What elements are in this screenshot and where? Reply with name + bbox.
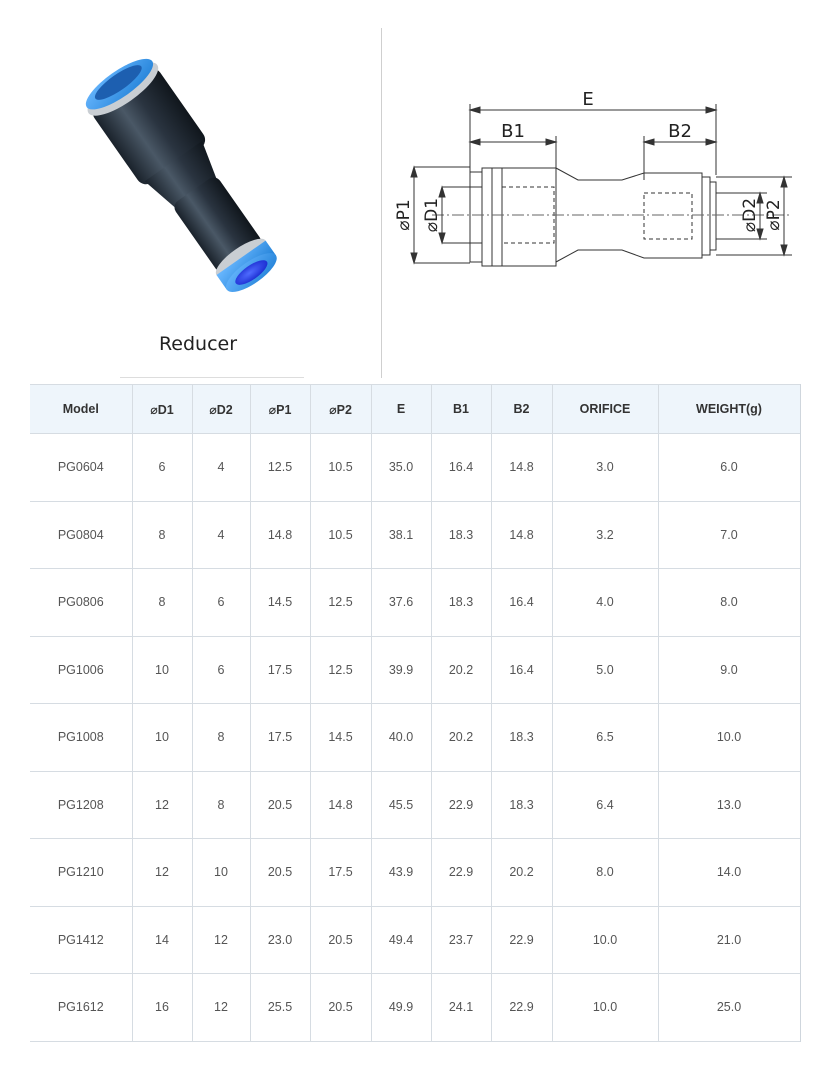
model-cell: PG1208 bbox=[30, 771, 132, 839]
spec-table-container bbox=[30, 384, 800, 1042]
label-B2: B2 bbox=[668, 121, 692, 142]
spec-cell: 10.5 bbox=[310, 501, 371, 569]
model-cell: PG1006 bbox=[30, 636, 132, 704]
spec-cell: 12 bbox=[132, 839, 192, 907]
spec-cell: 16.4 bbox=[491, 636, 552, 704]
table-row bbox=[30, 974, 800, 1042]
spec-cell: 8 bbox=[192, 704, 250, 772]
spec-cell: 18.3 bbox=[431, 569, 491, 637]
spec-cell: 14.8 bbox=[491, 501, 552, 569]
spec-cell: 10 bbox=[132, 704, 192, 772]
spec-cell: 10.0 bbox=[658, 704, 800, 772]
spec-cell: 12 bbox=[192, 906, 250, 974]
spec-cell: 4 bbox=[192, 501, 250, 569]
product-caption: Reducer bbox=[158, 333, 238, 355]
product-photo bbox=[70, 38, 330, 308]
spec-cell: 8 bbox=[132, 569, 192, 637]
model-cell: PG0806 bbox=[30, 569, 132, 637]
table-row bbox=[30, 771, 800, 839]
label-P2: ⌀P2 bbox=[764, 199, 784, 231]
spec-cell: 25.0 bbox=[658, 974, 800, 1042]
spec-cell: 22.9 bbox=[431, 771, 491, 839]
spec-cell: 18.3 bbox=[491, 771, 552, 839]
spec-cell: 21.0 bbox=[658, 906, 800, 974]
column-header: ORIFICE bbox=[552, 385, 658, 434]
table-row bbox=[30, 839, 800, 907]
spec-table bbox=[30, 384, 801, 1042]
spec-cell: 12.5 bbox=[250, 434, 310, 502]
spec-cell: 12.5 bbox=[310, 636, 371, 704]
spec-cell: 10.0 bbox=[552, 906, 658, 974]
column-header: ⌀P2 bbox=[310, 385, 371, 434]
spec-cell: 14.8 bbox=[250, 501, 310, 569]
spec-cell: 49.9 bbox=[371, 974, 431, 1042]
spec-cell: 6.4 bbox=[552, 771, 658, 839]
spec-cell: 37.6 bbox=[371, 569, 431, 637]
spec-cell: 8.0 bbox=[658, 569, 800, 637]
spec-cell: 10 bbox=[192, 839, 250, 907]
table-row bbox=[30, 434, 800, 502]
spec-cell: 6 bbox=[192, 569, 250, 637]
spec-cell: 5.0 bbox=[552, 636, 658, 704]
table-row bbox=[30, 501, 800, 569]
spec-cell: 14.8 bbox=[310, 771, 371, 839]
spec-cell: 9.0 bbox=[658, 636, 800, 704]
spec-cell: 39.9 bbox=[371, 636, 431, 704]
spec-cell: 22.9 bbox=[431, 839, 491, 907]
spec-cell: 7.0 bbox=[658, 501, 800, 569]
spec-cell: 43.9 bbox=[371, 839, 431, 907]
spec-cell: 6 bbox=[132, 434, 192, 502]
column-header: ⌀D2 bbox=[192, 385, 250, 434]
model-cell: PG1210 bbox=[30, 839, 132, 907]
table-row bbox=[30, 569, 800, 637]
spec-cell: 8 bbox=[132, 501, 192, 569]
spec-cell: 14.8 bbox=[491, 434, 552, 502]
spec-cell: 23.7 bbox=[431, 906, 491, 974]
spec-cell: 17.5 bbox=[310, 839, 371, 907]
spec-cell: 10.5 bbox=[310, 434, 371, 502]
spec-cell: 10 bbox=[132, 636, 192, 704]
label-B1: B1 bbox=[501, 121, 525, 142]
column-header: B1 bbox=[431, 385, 491, 434]
spec-cell: 16.4 bbox=[431, 434, 491, 502]
spec-cell: 23.0 bbox=[250, 906, 310, 974]
spec-cell: 40.0 bbox=[371, 704, 431, 772]
spec-cell: 35.0 bbox=[371, 434, 431, 502]
label-E: E bbox=[582, 89, 594, 110]
spec-cell: 20.5 bbox=[310, 906, 371, 974]
spec-cell: 20.5 bbox=[250, 771, 310, 839]
spec-cell: 8 bbox=[192, 771, 250, 839]
spec-cell: 3.2 bbox=[552, 501, 658, 569]
model-cell: PG1412 bbox=[30, 906, 132, 974]
spec-cell: 14.5 bbox=[310, 704, 371, 772]
label-P1: ⌀P1 bbox=[394, 199, 414, 231]
product-overview bbox=[0, 0, 828, 378]
spec-cell: 4.0 bbox=[552, 569, 658, 637]
caption-divider bbox=[120, 377, 304, 378]
model-cell: PG1008 bbox=[30, 704, 132, 772]
vertical-divider bbox=[381, 28, 382, 378]
spec-cell: 12 bbox=[192, 974, 250, 1042]
column-header: ⌀D1 bbox=[132, 385, 192, 434]
spec-cell: 49.4 bbox=[371, 906, 431, 974]
table-row bbox=[30, 906, 800, 974]
spec-cell: 16 bbox=[132, 974, 192, 1042]
model-cell: PG0804 bbox=[30, 501, 132, 569]
column-header: E bbox=[371, 385, 431, 434]
spec-cell: 14.0 bbox=[658, 839, 800, 907]
model-cell: PG0604 bbox=[30, 434, 132, 502]
model-cell: PG1612 bbox=[30, 974, 132, 1042]
spec-cell: 20.2 bbox=[431, 636, 491, 704]
spec-cell: 24.1 bbox=[431, 974, 491, 1042]
spec-cell: 3.0 bbox=[552, 434, 658, 502]
spec-cell: 20.2 bbox=[431, 704, 491, 772]
spec-cell: 6.5 bbox=[552, 704, 658, 772]
column-header: WEIGHT(g) bbox=[658, 385, 800, 434]
spec-cell: 8.0 bbox=[552, 839, 658, 907]
spec-cell: 6 bbox=[192, 636, 250, 704]
spec-cell: 17.5 bbox=[250, 704, 310, 772]
spec-cell: 20.5 bbox=[310, 974, 371, 1042]
column-header: B2 bbox=[491, 385, 552, 434]
spec-cell: 13.0 bbox=[658, 771, 800, 839]
table-row bbox=[30, 704, 800, 772]
column-header: Model bbox=[30, 385, 132, 434]
table-row bbox=[30, 636, 800, 704]
spec-cell: 18.3 bbox=[491, 704, 552, 772]
spec-cell: 12 bbox=[132, 771, 192, 839]
spec-cell: 16.4 bbox=[491, 569, 552, 637]
spec-cell: 18.3 bbox=[431, 501, 491, 569]
label-D2: ⌀D2 bbox=[740, 197, 760, 233]
spec-cell: 45.5 bbox=[371, 771, 431, 839]
label-D1: ⌀D1 bbox=[422, 197, 442, 233]
spec-cell: 17.5 bbox=[250, 636, 310, 704]
spec-cell: 20.5 bbox=[250, 839, 310, 907]
spec-cell: 4 bbox=[192, 434, 250, 502]
spec-cell: 14.5 bbox=[250, 569, 310, 637]
column-header: ⌀P1 bbox=[250, 385, 310, 434]
spec-cell: 22.9 bbox=[491, 974, 552, 1042]
spec-cell: 12.5 bbox=[310, 569, 371, 637]
spec-cell: 10.0 bbox=[552, 974, 658, 1042]
spec-cell: 20.2 bbox=[491, 839, 552, 907]
dimension-drawing bbox=[392, 80, 802, 280]
table-header-row bbox=[30, 385, 800, 434]
spec-cell: 25.5 bbox=[250, 974, 310, 1042]
spec-cell: 6.0 bbox=[658, 434, 800, 502]
spec-cell: 14 bbox=[132, 906, 192, 974]
spec-cell: 38.1 bbox=[371, 501, 431, 569]
spec-cell: 22.9 bbox=[491, 906, 552, 974]
table-body bbox=[30, 434, 800, 1042]
